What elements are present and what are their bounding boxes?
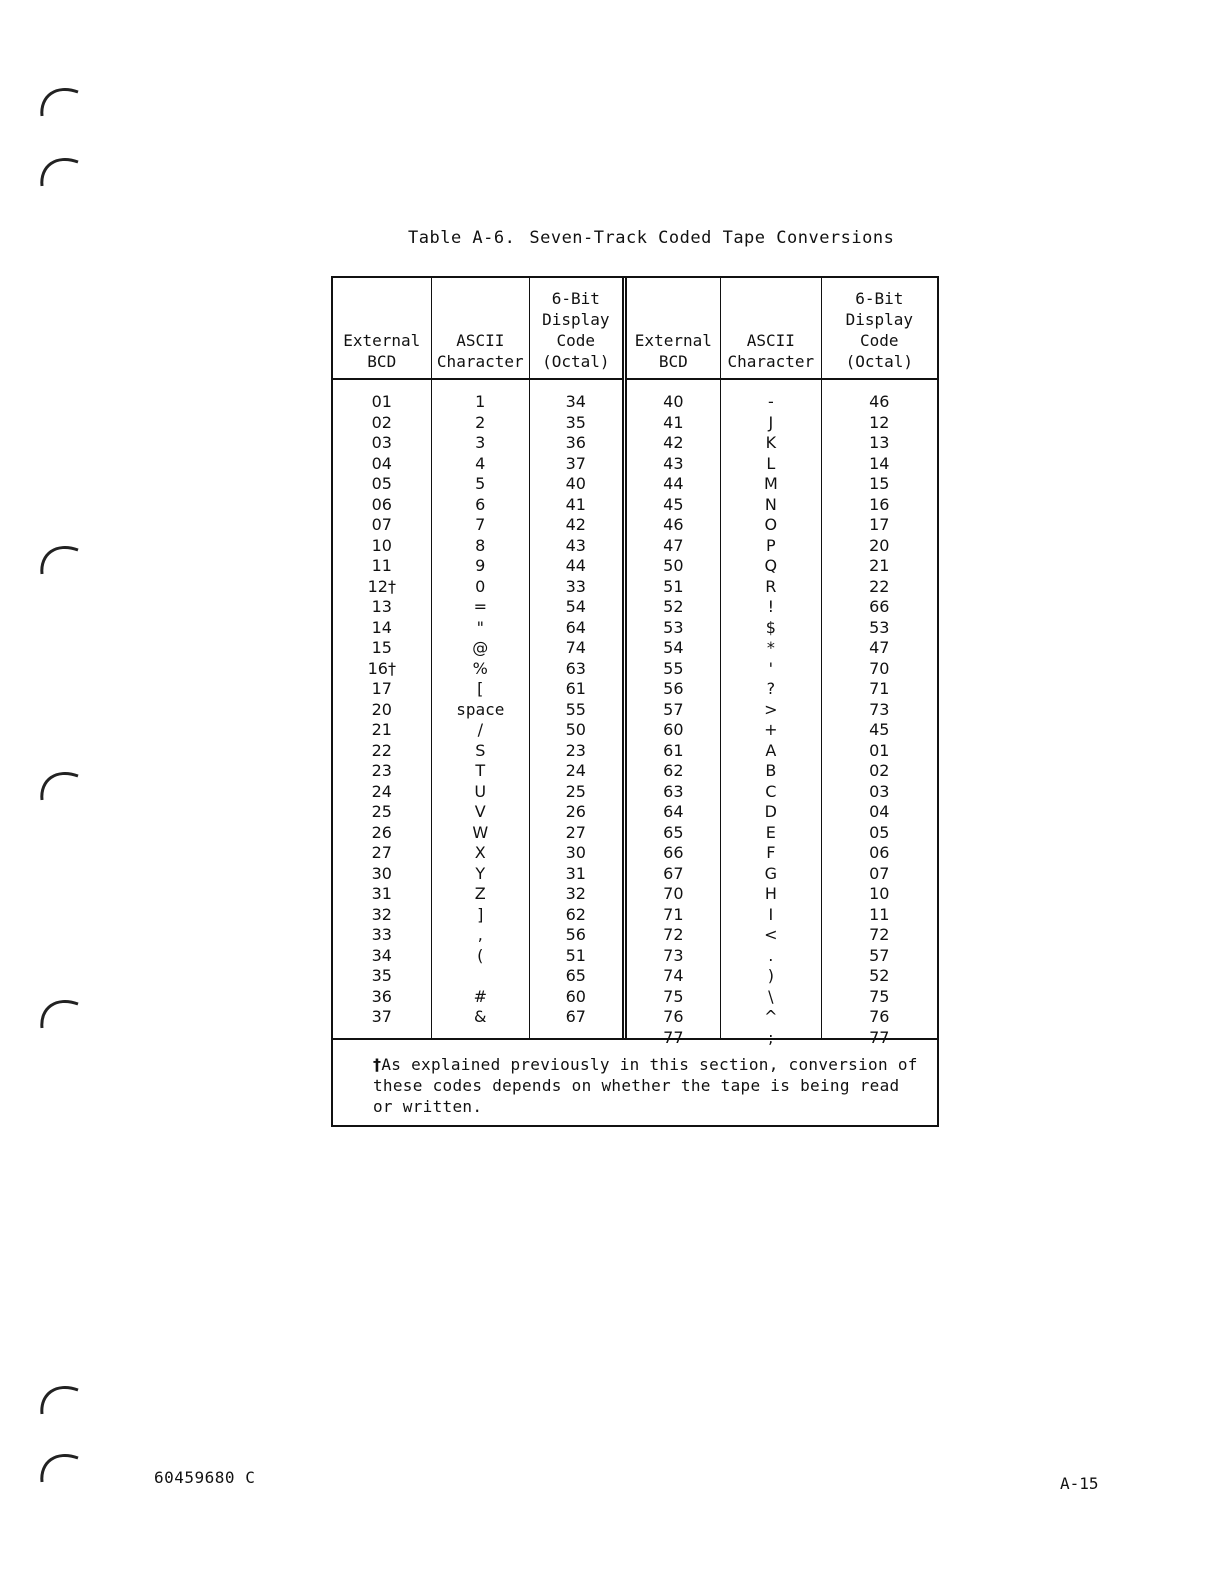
table-cell: ^: [764, 1007, 778, 1026]
column-body: [627, 380, 721, 1047]
table-cell: D: [764, 802, 777, 821]
table-cell: 11: [371, 556, 392, 575]
table-cell: ": [476, 617, 484, 637]
table-cell: 35: [565, 412, 586, 432]
table-cell: A: [765, 740, 777, 760]
column-ascii-left: [432, 278, 531, 1038]
table-cell: 22: [869, 576, 890, 596]
table-cell: 73: [663, 945, 684, 965]
table-cell: 71: [869, 679, 890, 698]
table-cell: (: [477, 945, 484, 965]
column-ascii-right: [721, 278, 822, 1047]
table-cell: 34: [565, 392, 586, 411]
table-cell: 02: [371, 412, 392, 432]
table-cell: ': [768, 658, 774, 678]
table-cell: E: [765, 822, 776, 842]
table-cell: 76: [663, 1007, 684, 1026]
table-cell: \: [768, 986, 774, 1006]
table-cell: 1: [475, 392, 486, 411]
table-cell: 54: [565, 597, 586, 616]
table-cell: 37: [565, 453, 586, 473]
table-cell: 71: [663, 904, 684, 924]
table-cell: >: [764, 699, 778, 719]
table-cell: 36: [371, 986, 392, 1006]
table-cell: 77: [663, 1027, 684, 1047]
table-cell: 40: [565, 474, 586, 493]
table-cell: 52: [663, 597, 684, 616]
table-cell: 62: [663, 761, 684, 780]
column-display-code-left: [530, 278, 627, 1038]
table-cell: 63: [565, 658, 586, 678]
footnote-text: As explained previously in this section, conversion of these codes depends on whether the tape is being read or written.: [373, 1055, 918, 1116]
table-cell: 02: [869, 761, 890, 780]
table-cell: K: [765, 433, 777, 452]
table-cell: 55: [663, 658, 684, 678]
table-cell: $: [765, 617, 776, 637]
table-cell: 70: [663, 884, 684, 903]
table-cell: 10: [371, 535, 392, 555]
column-display-code-right: [822, 278, 937, 1047]
table-cell: 31: [371, 884, 392, 903]
table-cell: ;: [768, 1027, 774, 1047]
table-cell: 60: [565, 986, 586, 1006]
table-cell: 01: [371, 392, 392, 411]
table-cell: 26: [565, 802, 586, 821]
table-cell: 61: [663, 740, 684, 760]
table-cell: *: [766, 638, 775, 657]
table-cell: Y: [475, 863, 486, 883]
footnote-dagger: †: [373, 1055, 382, 1074]
table-cell: 10: [869, 884, 890, 903]
table-cell: ]: [477, 904, 484, 924]
table-cell: 56: [565, 925, 586, 944]
table-cell: S: [475, 740, 486, 760]
table-cell: 47: [663, 535, 684, 555]
table-cell: 75: [663, 986, 684, 1006]
table-cell: .: [768, 945, 774, 965]
table-cell: 60: [663, 720, 684, 739]
table-cell: J: [768, 412, 774, 432]
table-cell: 76: [869, 1007, 890, 1026]
table-cell: 05: [869, 822, 890, 842]
table-cell: 24: [371, 781, 392, 801]
table-cell: 17: [371, 679, 392, 698]
table-cell: R: [765, 576, 777, 596]
table-cell: 57: [663, 699, 684, 719]
table-cell: 36: [565, 433, 586, 452]
table-cell: 23: [565, 740, 586, 760]
table-cell: 30: [371, 863, 392, 883]
table-cell: ?: [766, 679, 776, 698]
table-cell: 16†: [367, 658, 396, 678]
table-cell: 64: [663, 802, 684, 821]
table-cell: T: [475, 761, 486, 780]
table-cell: 63: [663, 781, 684, 801]
table-cell: @: [472, 638, 489, 657]
table-cell: 23: [371, 761, 392, 780]
table-cell: O: [764, 515, 778, 534]
table-cell: 07: [869, 863, 890, 883]
table-cell: 74: [565, 638, 586, 657]
table-cell: 42: [663, 433, 684, 452]
table-cell: P: [766, 535, 776, 555]
table-cell: 4: [475, 453, 486, 473]
table-cell: I: [768, 904, 774, 924]
table-cell: H: [764, 884, 777, 903]
table-cell: 51: [663, 576, 684, 596]
table-cell: 15: [869, 474, 890, 493]
table-cell: 3: [475, 433, 486, 452]
table-cell: 01: [869, 740, 890, 760]
document-number: 60459680 C: [154, 1468, 256, 1487]
table-cell: 26: [371, 822, 392, 842]
table-cell: 20: [869, 535, 890, 555]
table-cell: +: [764, 720, 778, 739]
table-cell: -: [767, 392, 774, 411]
table-cell: 67: [663, 863, 684, 883]
table-cell: 40: [663, 392, 684, 411]
table-cell: 64: [565, 617, 586, 637]
table-cell: ,: [477, 925, 483, 944]
column-body: [530, 380, 622, 1038]
table-cell: 70: [869, 658, 890, 678]
table-caption: Seven-Track Coded Tape Conversions: [529, 228, 895, 248]
table-cell: 50: [565, 720, 586, 739]
table-cell: !: [767, 597, 775, 616]
punch-hole-mark-2: [34, 148, 82, 188]
table-cell: <: [764, 925, 778, 944]
table-cell: L: [766, 453, 776, 473]
table-cell: 53: [869, 617, 890, 637]
table-cell: Z: [474, 884, 486, 903]
table-cell: 66: [663, 843, 684, 862]
table-cell: 45: [663, 494, 684, 514]
table-cell: 30: [565, 843, 586, 862]
table-cell: 31: [565, 863, 586, 883]
table-cell: V: [474, 802, 486, 821]
column-body: [333, 380, 431, 1038]
table-cell: &: [474, 1007, 487, 1026]
table-cell: 14: [869, 453, 890, 473]
table-cell: 41: [663, 412, 684, 432]
punch-hole-mark-6: [34, 1376, 82, 1416]
punch-hole-mark-5: [34, 990, 82, 1030]
table-cell: F: [766, 843, 776, 862]
table-cell: 53: [663, 617, 684, 637]
table-cell: U: [474, 781, 487, 801]
table-cell: 15: [371, 638, 392, 657]
table-cell: 25: [371, 802, 392, 821]
column-header: ASCII Character: [432, 278, 530, 380]
table-cell: 13: [371, 597, 392, 616]
table-cell: 07: [371, 515, 392, 534]
table-cell: %: [472, 658, 488, 678]
table-cell: 04: [371, 453, 392, 473]
column-body: [822, 380, 937, 1047]
table-cell: 24: [565, 761, 586, 780]
table-cell: 27: [371, 843, 392, 862]
table-cell: 50: [663, 556, 684, 575]
page-number: A-15: [1060, 1474, 1099, 1493]
table-cell: [432, 966, 530, 987]
table-cell: 73: [869, 699, 890, 719]
table-cell: 56: [663, 679, 684, 698]
table-cell: 25: [565, 781, 586, 801]
punch-hole-mark-7: [34, 1444, 82, 1484]
table-cell: 13: [869, 433, 890, 452]
table-cell: 33: [371, 925, 392, 944]
column-header: 6-Bit Display Code (Octal): [530, 278, 622, 380]
table-cell: 06: [869, 843, 890, 862]
table-cell: 51: [565, 945, 586, 965]
table-cell: N: [764, 494, 777, 514]
table-cell: 16: [869, 494, 890, 514]
table-cell: 62: [565, 904, 586, 924]
table-cell: 03: [371, 433, 392, 452]
table-cell: /: [477, 720, 483, 739]
table-cell: 72: [663, 925, 684, 944]
column-header: External BCD: [627, 278, 721, 380]
table-cell: 05: [371, 474, 392, 493]
table-cell: 72: [869, 925, 890, 944]
table-cell: 43: [663, 453, 684, 473]
table-cell: ): [767, 966, 774, 985]
table-cell: 22: [371, 740, 392, 760]
table-cell: 61: [565, 679, 586, 698]
table-cell: 04: [869, 802, 890, 821]
table-cell: M: [763, 474, 778, 493]
table-cell: 46: [869, 392, 890, 411]
table-cell: G: [764, 863, 778, 883]
table-cell: B: [765, 761, 777, 780]
table-cell: 0: [475, 576, 486, 596]
table-cell: 7: [475, 515, 486, 534]
table-cell: 32: [565, 884, 586, 903]
table-cell: 9: [475, 556, 486, 575]
table-cell: 11: [869, 904, 890, 924]
punch-hole-mark-1: [34, 78, 82, 118]
table-cell: 6: [475, 494, 486, 514]
table-footnote: [333, 1038, 937, 1125]
conversion-table: [331, 276, 939, 1127]
table-cell: 03: [869, 781, 890, 801]
table-cell: 33: [565, 576, 586, 596]
table-cell: 20: [371, 699, 392, 719]
table-title: [408, 228, 894, 248]
column-external-bcd-right: [627, 278, 722, 1047]
table-cell: 77: [869, 1027, 890, 1047]
table-cell: 45: [869, 720, 890, 739]
punch-hole-mark-4: [34, 762, 82, 802]
column-header: External BCD: [333, 278, 431, 380]
table-cell: #: [473, 986, 487, 1006]
table-cell: 21: [869, 556, 890, 575]
table-cell: 34: [371, 945, 392, 965]
table-cell: 54: [663, 638, 684, 657]
table-cell: 65: [565, 966, 586, 985]
table-cell: 17: [869, 515, 890, 534]
table-cell: 44: [663, 474, 684, 493]
table-cell: 2: [475, 412, 486, 432]
table-cell: 55: [565, 699, 586, 719]
column-header: 6-Bit Display Code (Octal): [822, 278, 937, 380]
table-cell: 46: [663, 515, 684, 534]
table-cell: 32: [371, 904, 392, 924]
table-cell: 14: [371, 617, 392, 637]
table-cell: 06: [371, 494, 392, 514]
table-cell: 12†: [367, 576, 396, 596]
table-cell: 65: [663, 822, 684, 842]
table-cell: 27: [565, 822, 586, 842]
table-cell: 21: [371, 720, 392, 739]
table-cell: 75: [869, 986, 890, 1006]
column-header: ASCII Character: [721, 278, 821, 380]
table-cell: 52: [869, 966, 890, 985]
table-cell: 66: [869, 597, 890, 616]
column-body: [721, 380, 821, 1047]
table-cell: 41: [565, 494, 586, 514]
table-cell: space: [456, 699, 505, 719]
table-cell: X: [474, 843, 486, 862]
punch-hole-mark-3: [34, 536, 82, 576]
table-cell: 57: [869, 945, 890, 965]
table-cell: 8: [475, 535, 486, 555]
table-cell: Q: [764, 556, 778, 575]
table-cell: 43: [565, 535, 586, 555]
table-label: Table A-6.: [408, 228, 516, 248]
table-cell: 67: [565, 1007, 586, 1026]
table-cell: C: [765, 781, 777, 801]
table-cell: [: [477, 679, 484, 698]
column-external-bcd-left: [333, 278, 432, 1038]
table-cell: 5: [475, 474, 486, 493]
table-cell: 44: [565, 556, 586, 575]
table-cell: 35: [371, 966, 392, 985]
table-cell: 42: [565, 515, 586, 534]
table-cell: 74: [663, 966, 684, 985]
table-cell: 37: [371, 1007, 392, 1026]
table-cell: W: [472, 822, 489, 842]
table-cell: 47: [869, 638, 890, 657]
table-cell: =: [473, 597, 487, 616]
column-body: [432, 380, 530, 1038]
table-cell: 12: [869, 412, 890, 432]
